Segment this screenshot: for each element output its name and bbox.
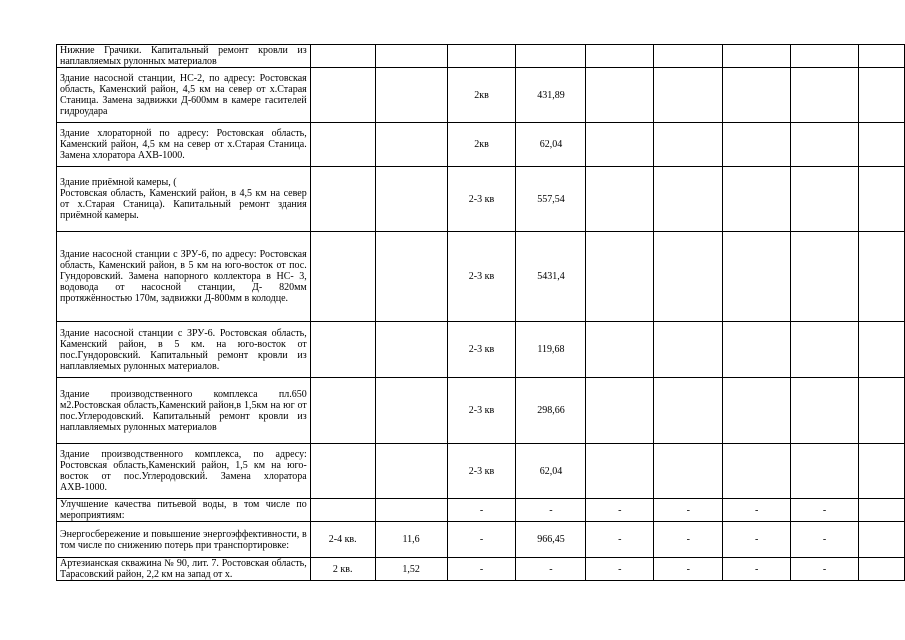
col9-cell <box>791 45 859 68</box>
quarter-cell: 2-3 кв <box>447 232 516 322</box>
quarter-cell: 2кв <box>447 123 516 167</box>
col7-cell <box>654 123 723 167</box>
power-cell <box>375 68 447 123</box>
period-cell <box>310 123 375 167</box>
period-cell: 2-4 кв. <box>310 522 375 558</box>
col8-cell <box>723 444 791 499</box>
col9-cell: - <box>791 558 859 581</box>
col9-cell <box>791 68 859 123</box>
col6-cell <box>586 378 654 444</box>
col7-cell <box>654 167 723 232</box>
period-cell <box>310 499 375 522</box>
work-description: Здание хлораторной по адресу: Ростовская область, Каменский район, 4,5 км на север от х.Старая Станица. Замена хлоратора АХВ-1000. <box>57 123 311 167</box>
quarter-cell <box>447 45 516 68</box>
quarter-cell: 2кв <box>447 68 516 123</box>
col9-cell: - <box>791 499 859 522</box>
col7-cell <box>654 68 723 123</box>
work-description: Здание насосной станции с ЗРУ-6, по адресу: Ростовская область, Каменский район, в 5 км на юго-восток от пос. Гундоровский. Замена напорного коллектора в НС- 3, водовода от насосной станции, Д- 820мм протяжённостью 170м, задвижки Д-800мм в колодце. <box>57 232 311 322</box>
power-cell <box>375 45 447 68</box>
table-row <box>57 68 905 123</box>
cost-cell: 119,68 <box>516 322 586 378</box>
col10-cell <box>858 378 904 444</box>
work-description: Здание насосной станции с ЗРУ-6. Ростовская область, Каменский район, в 5 км. на юго-восток от пос.Гундоровский. Капитальный ремонт кровли из наплавляемых рулонных материалов. <box>57 322 311 378</box>
col8-cell <box>723 167 791 232</box>
col10-cell <box>858 232 904 322</box>
power-cell <box>375 378 447 444</box>
col7-cell <box>654 232 723 322</box>
col7-cell <box>654 444 723 499</box>
quarter-cell: 2-3 кв <box>447 322 516 378</box>
table-row <box>57 558 905 581</box>
period-cell <box>310 167 375 232</box>
work-description: Здание производственного комплекса пл.650 м2.Ростовская область,Каменский район,в 1,5км на юг от пос.Углеродовский. Капитальный ремонт кровли из наплавляемых рулонных материалов <box>57 378 311 444</box>
col8-cell <box>723 232 791 322</box>
table-row <box>57 322 905 378</box>
table-row <box>57 522 905 558</box>
table-row <box>57 444 905 499</box>
col8-cell: - <box>723 499 791 522</box>
power-cell <box>375 499 447 522</box>
power-cell <box>375 123 447 167</box>
col10-cell <box>858 322 904 378</box>
power-cell <box>375 444 447 499</box>
col6-cell <box>586 444 654 499</box>
col9-cell <box>791 444 859 499</box>
quarter-cell: - <box>447 499 516 522</box>
col9-cell <box>791 322 859 378</box>
col7-cell: - <box>654 558 723 581</box>
work-description: Энергосбережение и повышение энергоэффективности, в том числе по снижению потерь при транспортировке: <box>57 522 311 558</box>
col6-cell: - <box>586 522 654 558</box>
col8-cell <box>723 45 791 68</box>
col6-cell <box>586 68 654 123</box>
col6-cell: - <box>586 499 654 522</box>
col10-cell <box>858 167 904 232</box>
cost-cell: 557,54 <box>516 167 586 232</box>
col9-cell <box>791 232 859 322</box>
col10-cell <box>858 522 904 558</box>
col7-cell <box>654 378 723 444</box>
cost-cell: 62,04 <box>516 444 586 499</box>
work-description: Здание насосной станции, НС-2, по адресу: Ростовская область, Каменский район, 4,5 км на север от х.Старая Станица. Замена задвижки Д-600мм в камере гасителей гидроудара <box>57 68 311 123</box>
quarter-cell: 2-3 кв <box>447 167 516 232</box>
quarter-cell: 2-3 кв <box>447 378 516 444</box>
work-description: Здание приёмной камеры, ( Ростовская область, Каменский район, в 4,5 км на север от х.Старая Станица). Капитальный ремонт здания приёмной камеры. <box>57 167 311 232</box>
works-table <box>56 44 905 581</box>
work-description: Артезианская скважина № 90, лит. 7. Ростовская область, Тарасовский район, 2,2 км на запад от х. <box>57 558 311 581</box>
col7-cell: - <box>654 522 723 558</box>
col7-cell <box>654 322 723 378</box>
col7-cell: - <box>654 499 723 522</box>
col8-cell: - <box>723 522 791 558</box>
col9-cell <box>791 123 859 167</box>
col10-cell <box>858 45 904 68</box>
col10-cell <box>858 123 904 167</box>
table-row <box>57 499 905 522</box>
cost-cell: 966,45 <box>516 522 586 558</box>
period-cell <box>310 444 375 499</box>
cost-cell: 5431,4 <box>516 232 586 322</box>
col10-cell <box>858 558 904 581</box>
col10-cell <box>858 68 904 123</box>
col8-cell <box>723 123 791 167</box>
col7-cell <box>654 45 723 68</box>
col9-cell <box>791 378 859 444</box>
period-cell <box>310 378 375 444</box>
table-row <box>57 123 905 167</box>
col6-cell <box>586 123 654 167</box>
cost-cell: - <box>516 558 586 581</box>
cost-cell: - <box>516 499 586 522</box>
work-description: Нижние Грачики. Капитальный ремонт кровли из наплавляемых рулонных материалов <box>57 45 311 68</box>
col6-cell <box>586 232 654 322</box>
col6-cell: - <box>586 558 654 581</box>
table-row <box>57 232 905 322</box>
col8-cell: - <box>723 558 791 581</box>
work-description: Улучшение качества питьевой воды, в том числе по мероприятиям: <box>57 499 311 522</box>
period-cell <box>310 232 375 322</box>
col9-cell <box>791 167 859 232</box>
period-cell <box>310 322 375 378</box>
col9-cell: - <box>791 522 859 558</box>
col8-cell <box>723 322 791 378</box>
table-row <box>57 167 905 232</box>
col6-cell <box>586 167 654 232</box>
col6-cell <box>586 45 654 68</box>
period-cell <box>310 45 375 68</box>
cost-cell: 62,04 <box>516 123 586 167</box>
power-cell: 1,52 <box>375 558 447 581</box>
power-cell <box>375 232 447 322</box>
cost-cell <box>516 45 586 68</box>
quarter-cell: - <box>447 522 516 558</box>
work-description: Здание производственного комплекса, по адресу: Ростовская область,Каменский район, 1,5 км на юго-восток от пос.Углеродовский. Замена хлоратора АХВ-1000. <box>57 444 311 499</box>
quarter-cell: - <box>447 558 516 581</box>
power-cell: 11,6 <box>375 522 447 558</box>
cost-cell: 298,66 <box>516 378 586 444</box>
table-row <box>57 378 905 444</box>
col8-cell <box>723 378 791 444</box>
col10-cell <box>858 499 904 522</box>
col6-cell <box>586 322 654 378</box>
table-row <box>57 45 905 68</box>
power-cell <box>375 322 447 378</box>
power-cell <box>375 167 447 232</box>
period-cell <box>310 68 375 123</box>
col10-cell <box>858 444 904 499</box>
period-cell: 2 кв. <box>310 558 375 581</box>
cost-cell: 431,89 <box>516 68 586 123</box>
quarter-cell: 2-3 кв <box>447 444 516 499</box>
col8-cell <box>723 68 791 123</box>
